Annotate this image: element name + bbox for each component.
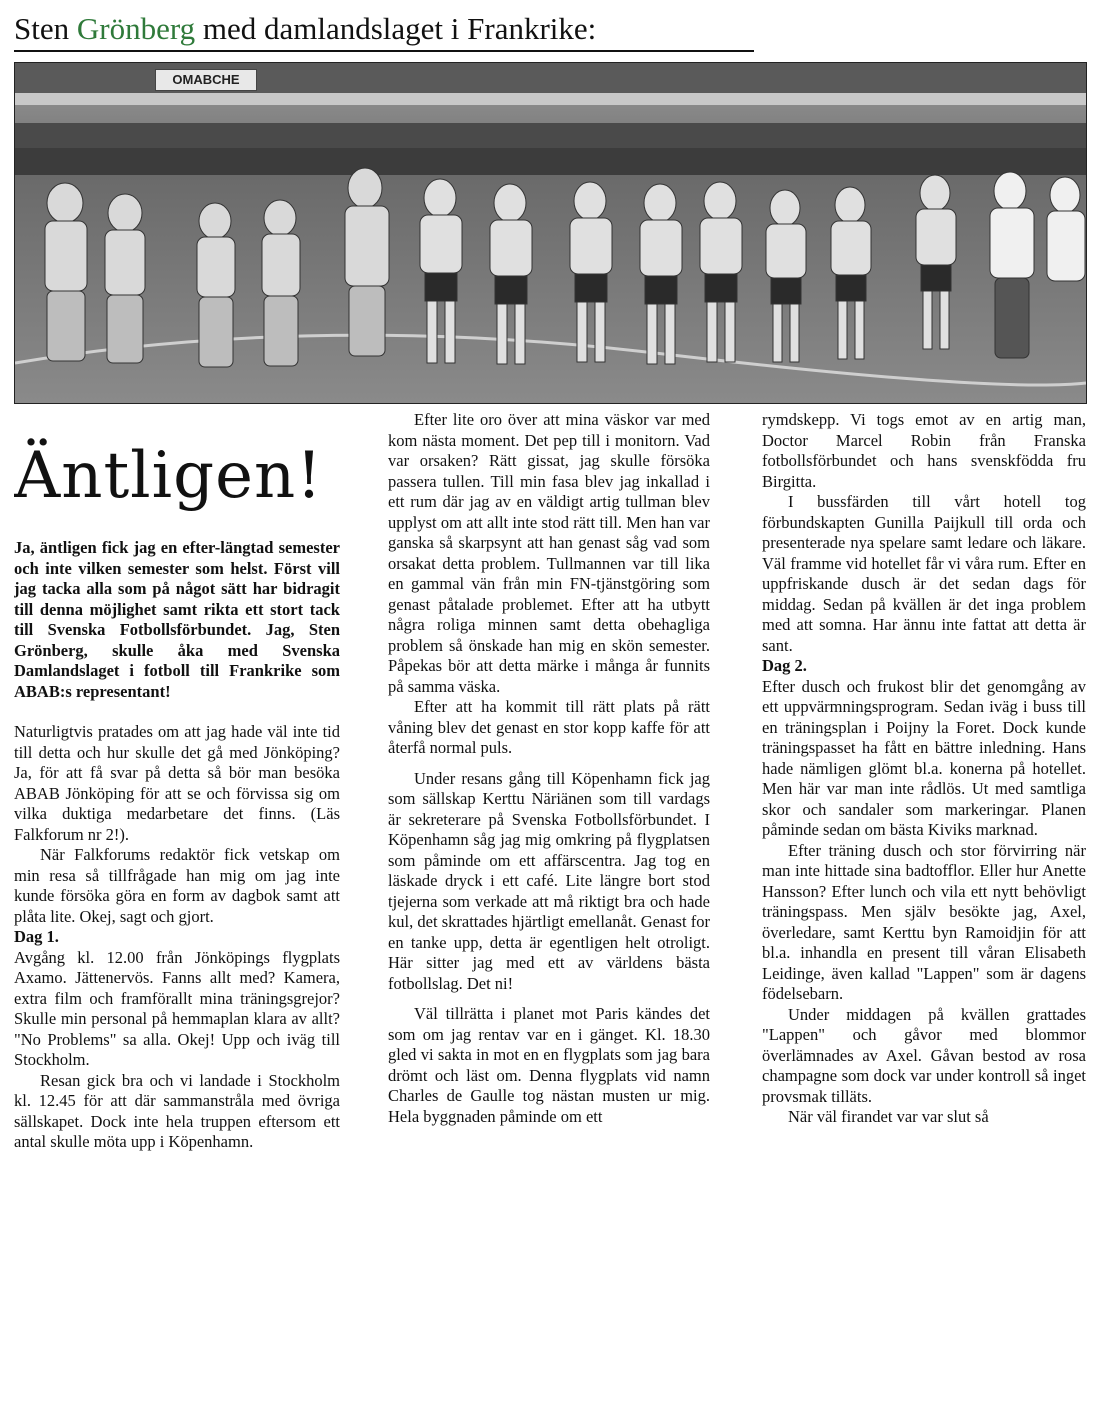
headline-part2: med damlandslaget i Frankrike: [195, 11, 597, 46]
team-photo-image [15, 63, 1086, 403]
paragraph: Under resans gång till Köpenhamn fick jag som sällskap Kerttu Näriänen som till vardags är sekreterare på Svenska Fotbollsförbundet. I Köpenhamn såg jag mig omkring på flygplatsen som påminde om ett affärscentra. Jag tog en läskade dryck i ett café. Lite längre bort stod tjejerna som verkade att må riktigt bra och hade kul, det skrattades hjärtligt emellanåt. Genast for en tanke upp, detta är egentligen helt otroligt. Här sitter jag med ett av världens bästa fotbollslag. Det ni! [388, 768, 710, 993]
paragraph: Efter dusch och frukost blir det genomgång av ett uppvärmningsprogram. Sedan iväg i buss till en träningsplan i Poijny la Foret. Dock kunde träningspasset ha fått en bättre inledning. Hans hade nämligen glömt bl.a. konerna på hotellet. Men här var man inte rådlös. Ut med samtliga skor och sandaler som markeringar. Planen påminde sedan om bästa Kiviks marknad. [762, 676, 1086, 839]
team-photo [14, 62, 1087, 404]
article-title: Äntligen! [14, 439, 323, 513]
dag1-heading: Dag 1. [14, 927, 59, 946]
paragraph: Under middagen på kvällen grattades "Lappen" och gåvor med blommor överlämnades av Axel. Gåvan bestod av rosa champagne som dock var under kontroll så inget provsmak tilläts. [762, 1004, 1086, 1106]
paragraph: Naturligtvis pratades om att jag hade väl inte tid till detta och hur skulle det gå med Jönköping? Ja, för att få svar på detta så bör man besöka ABAB Jönköping för att se och förvissa sig om vilka duktiga medarbetare det finns. (Läs Falkforum nr 2!). [14, 722, 340, 844]
paragraph: I bussfärden till vårt hotell tog förbundskapten Gunilla Paijkull till orda och presenterade nya spelare samt ledare och läkare. Väl framme vid hotellet får vi våra rum. Efter en uppfriskande dusch är det sedan dags för middag. Sedan på kvällen är det inga problem med att somna. Har ännu inte fattat att detta är sant. [762, 492, 1086, 655]
paragraph: Väl tillrätta i planet mot Paris kändes det som om jag rentav var en i gänget. Kl. 18.30 gled vi sakta in mot en en flygplats som jag bara drömt och läst om. Denna flygplats vid namn Charles de Gaulle tog nästan musten ur mig. Hela byggnaden påminde om ett [388, 1004, 710, 1126]
paragraph: Resan gick bra och vi landade i Stockholm kl. 12.45 för att där sammanstråla med övriga sällskapet. Dock inte hela truppen eftersom ett antal skulle möta upp i Köpenhamn. [14, 1070, 340, 1151]
column-3 [762, 410, 1086, 1404]
paragraph: Avgång kl. 12.00 från Jönköpings flygplats Axamo. Jättenervös. Fanns allt med? Kamera, extra film och framförallt mina träningsgrejor? Skulle min personal på hemmaplan klara av allt? "No Problems" sa alla. Okej! Upp och iväg till Stockholm. [14, 947, 340, 1069]
paragraph: Efter träning dusch och stor förvirring när man inte hittade sina badtofflor. Eller hur Anette Hansson? Efter lunch och vila ett nytt behövligt träningspass. Men själv besökte jag, Axel, överledare, samt Kerttu byn Ramoidjin för att bl.a. inhandla en present till våran Elisabeth Leidinge, även kallad "Lappen" som är dagens födelsebarn. [762, 840, 1086, 1003]
dag2-heading: Dag 2. [762, 656, 807, 675]
stadium-sign: OMABCHE [155, 69, 257, 91]
headline-part1: Sten [14, 11, 77, 46]
column-1 [14, 410, 340, 1404]
paragraph: rymdskepp. Vi togs emot av en artig man, Doctor Marcel Robin från Franska fotbollsförbundet och hans svenskfödda fru Birgitta. [762, 410, 1086, 491]
article-lead: Ja, äntligen fick jag en efter-längtad semester och inte vilken semester som helst. Först vill jag tacka alla som på något sätt har bidragit till denna möjlighet samt rikta ett stort tack till Svenska Fotbollsförbundet. Jag, Sten Grönberg, skulle åka med Svenska Damlandslaget i fotboll till Frankrike som ABAB:s representant! [14, 538, 340, 701]
headline [14, 10, 754, 52]
column-2 [388, 410, 710, 1404]
paragraph: När väl firandet var var slut så [788, 1107, 989, 1126]
paragraph: Efter lite oro över att mina väskor var med kom nästa moment. Det pep till i monitorn. Vad var orsaken? Rätt gissat, jag skulle försöka passera tullen. Till min fasa blev jag inkallad i ett rum där jag av en väldigt artig tullman blev upplyst om att allt inte stod rätt till. Men han var ganska så skarpsynt att han genast såg vad som orsakat detta problem. Tullmannen var till lika en gammal vän från min FN-tjänstgöring som genast påtalade problemet. Efter att ha utbytt några roliga minnen samt detta obehagliga problem så önskade han mig en skön semester. Påpekas bör att detta märke i många år funnits på samma väska. [388, 410, 710, 696]
headline-accent-name: Grönberg [76, 11, 196, 46]
paragraph: Efter att ha kommit till rätt plats på rätt våning blev det genast en stor kopp kaffe för att återfå normal puls. [388, 697, 710, 757]
paragraph: När Falkforums redaktör fick vetskap om min resa så tillfrågade han mig om jag inte kunde försöka göra en form av dagbok samt att plåta lite. Okej, sagt och gjort. [14, 845, 340, 926]
